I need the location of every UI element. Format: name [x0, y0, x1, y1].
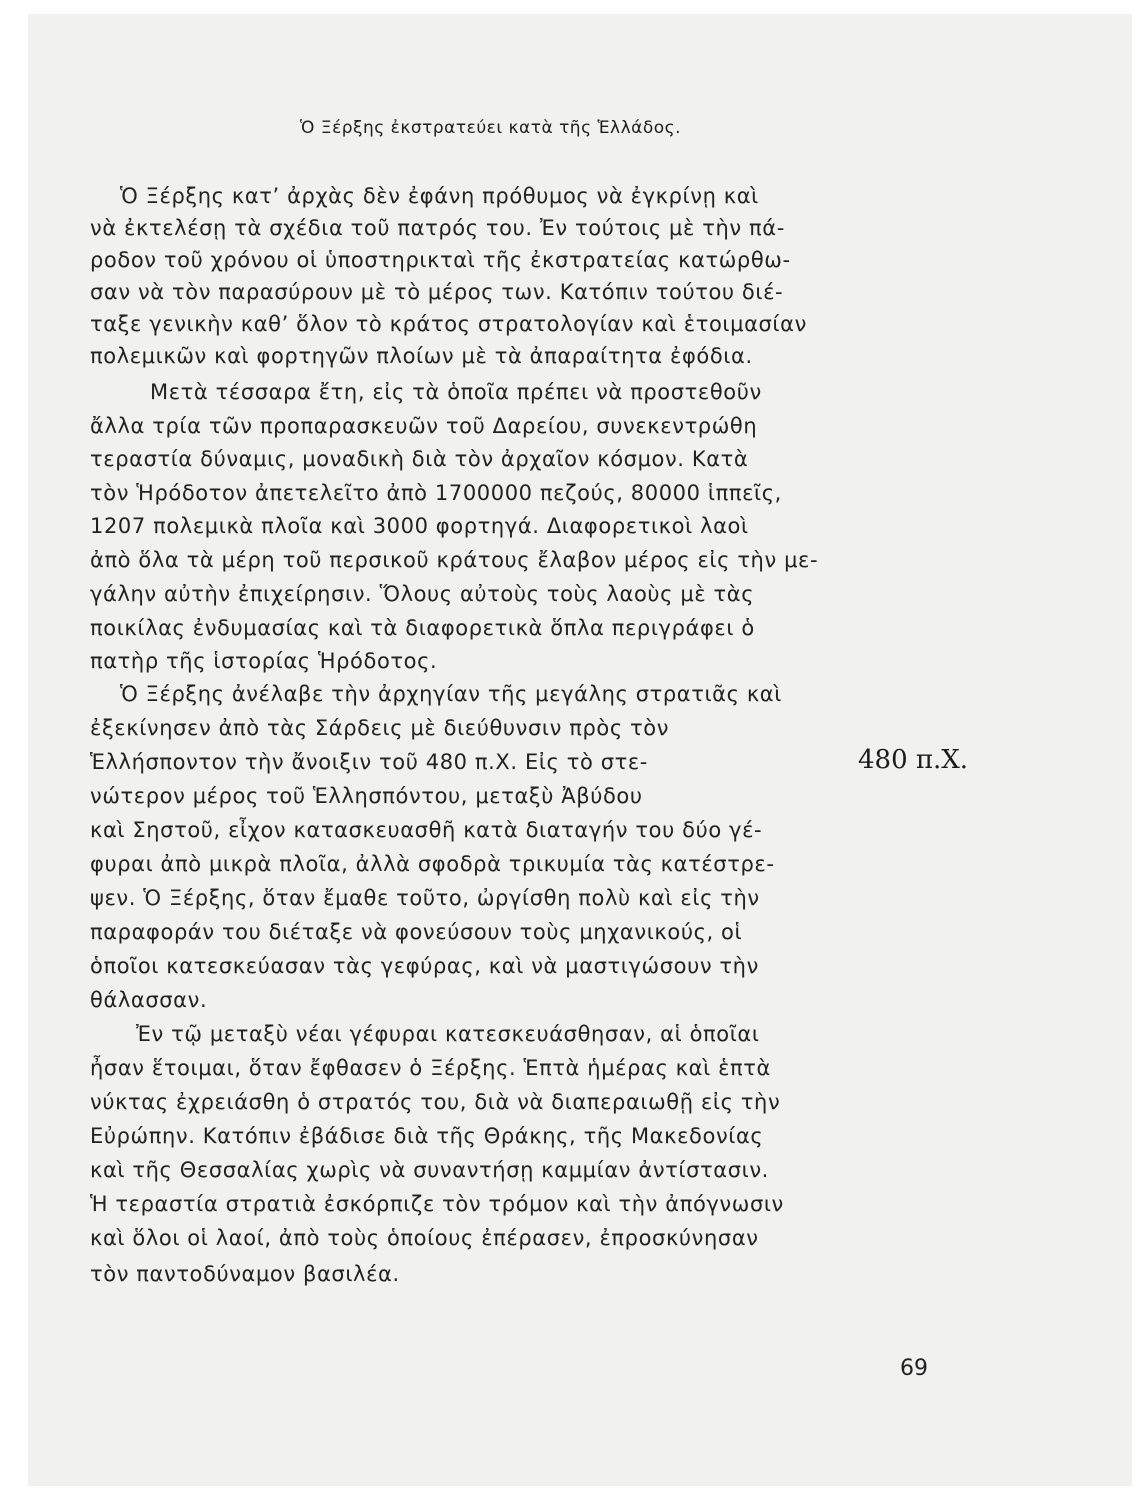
- text-line-22: ψεν. Ὁ Ξέρξης, ὅταν ἔμαθε τοῦτο, ὠργίσθη πολὺ καὶ εἰς τὴν: [90, 886, 760, 910]
- text-line-23: παραφοράν του διέταξε νὰ φονεύσουν τοὺς μηχανικούς, οἱ: [90, 920, 743, 944]
- page-number: 69: [900, 1356, 928, 1381]
- text-line-1: Ὁ Ξέρξης κατ’ ἀρχὰς δὲν ἐφάνη πρόθυμος νὰ ἐγκρίνῃ καὶ: [120, 184, 759, 208]
- text-line-32: καὶ ὅλοι οἱ λαοί, ἀπὸ τοὺς ὁποίους ἐπέρασεν, ἐπροσκύνησαν: [90, 1226, 759, 1250]
- text-line-30: καὶ τῆς Θεσσαλίας χωρὶς νὰ συναντήσῃ καμμίαν ἀντίστασιν.: [90, 1158, 769, 1182]
- text-line-3: ροδον τοῦ χρόνου οἱ ὑποστηρικταὶ τῆς ἐκστρατείας κατώρθω-: [90, 248, 791, 272]
- scan-border-right: [1132, 0, 1146, 1500]
- text-line-7: Μετὰ τέσσαρα ἔτη, εἰς τὰ ὁποῖα πρέπει νὰ προστεθοῦν: [150, 380, 762, 404]
- text-line-19: νώτερον μέρος τοῦ Ἑλλησπόντου, μεταξὺ Ἀβύδου: [90, 784, 643, 808]
- text-line-2: νὰ ἐκτελέσῃ τὰ σχέδια τοῦ πατρός του. Ἐν τούτοις μὲ τὴν πά-: [90, 216, 785, 240]
- text-line-5: ταξε γενικὴν καθ’ ὅλον τὸ κράτος στρατολογίαν καὶ ἑτοιμασίαν: [90, 312, 807, 336]
- text-line-24: ὁποῖοι κατεσκεύασαν τὰς γεφύρας, καὶ νὰ μαστιγώσουν τὴν: [90, 954, 759, 978]
- text-line-26: Ἐν τῷ μεταξὺ νέαι γέφυραι κατεσκευάσθησαν, αἱ ὁποῖαι: [136, 1022, 760, 1046]
- text-line-18: Ἑλλήσποντον τὴν ἄνοιξιν τοῦ 480 π.Χ. Εἰς τὸ στε-: [90, 750, 648, 774]
- chapter-heading: Ὁ Ξέρξης ἐκστρατεύει κατὰ τῆς Ἑλλάδος.: [300, 118, 682, 138]
- text-line-9: τεραστία δύναμις, μοναδικὴ διὰ τὸν ἀρχαῖον κόσμον. Κατὰ: [90, 447, 749, 471]
- text-line-29: Εὐρώπην. Κατόπιν ἐβάδισε διὰ τῆς Θράκης, τῆς Μακεδονίας: [90, 1124, 764, 1148]
- text-line-4: σαν νὰ τὸν παρασύρουν μὲ τὸ μέρος των. Κατόπιν τούτου διέ-: [90, 280, 784, 304]
- text-line-28: νύκτας ἐχρειάσθη ὁ στρατός του, διὰ νὰ διαπεραιωθῇ εἰς τὴν: [90, 1090, 781, 1114]
- text-line-11: 1207 πολεμικὰ πλοῖα καὶ 3000 φορτηγά. Διαφορετικοὶ λαοὶ: [90, 514, 749, 538]
- text-line-21: φυραι ἀπὸ μικρὰ πλοῖα, ἀλλὰ σφοδρὰ τρικυμία τὰς κατέστρε-: [90, 852, 775, 876]
- scan-border-left: [0, 0, 28, 1500]
- text-line-16: Ὁ Ξέρξης ἀνέλαβε τὴν ἀρχηγίαν τῆς μεγάλης στρατιᾶς καὶ: [120, 682, 782, 706]
- text-line-33: τὸν παντοδύναμον βασιλέα.: [90, 1262, 400, 1286]
- text-line-8: ἄλλα τρία τῶν προπαρασκευῶν τοῦ Δαρείου, συνεκεντρώθη: [90, 414, 758, 438]
- text-line-25: θάλασσαν.: [90, 988, 208, 1012]
- text-line-31: Ἡ τεραστία στρατιὰ ἐσκόρπιζε τὸν τρόμον καὶ τὴν ἀπόγνωσιν: [90, 1192, 784, 1216]
- text-line-15: πατὴρ τῆς ἱστορίας Ἡρόδοτος.: [90, 649, 438, 673]
- text-line-10: τὸν Ἡρόδοτον ἀπετελεῖτο ἀπὸ 1700000 πεζούς, 80000 ἱππεῖς,: [90, 481, 782, 505]
- text-line-12: ἀπὸ ὅλα τὰ μέρη τοῦ περσικοῦ κράτους ἔλαβον μέρος εἰς τὴν με-: [90, 548, 819, 572]
- text-line-6: πολεμικῶν καὶ φορτηγῶν πλοίων μὲ τὰ ἀπαραίτητα ἐφόδια.: [90, 344, 753, 368]
- text-line-13: γάλην αὐτὴν ἐπιχείρησιν. Ὅλους αὐτοὺς τοὺς λαοὺς μὲ τὰς: [90, 582, 755, 606]
- margin-date-note: 480 π.Χ.: [858, 745, 969, 775]
- text-line-27: ἦσαν ἕτοιμαι, ὅταν ἔφθασεν ὁ Ξέρξης. Ἑπτὰ ἡμέρας καὶ ἑπτὰ: [90, 1056, 771, 1080]
- text-line-17: ἐξεκίνησεν ἀπὸ τὰς Σάρδεις μὲ διεύθυνσιν πρὸς τὸν: [90, 716, 670, 740]
- text-line-20: καὶ Σηστοῦ, εἶχον κατασκευασθῆ κατὰ διαταγήν του δύο γέ-: [90, 818, 763, 842]
- text-line-14: ποικίλας ἐνδυμασίας καὶ τὰ διαφορετικὰ ὅπλα περιγράφει ὁ: [90, 616, 755, 640]
